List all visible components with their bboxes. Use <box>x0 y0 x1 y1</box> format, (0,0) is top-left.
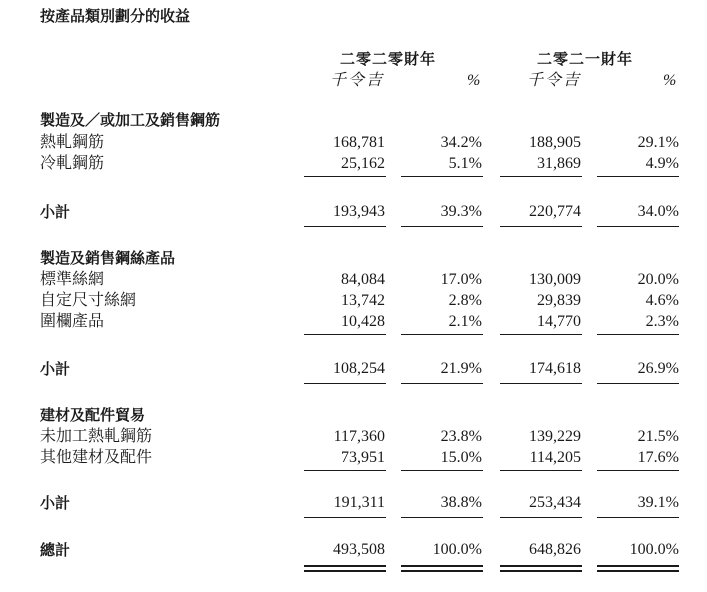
total-pct-2020: 100.0% <box>432 541 482 558</box>
row-pct-2020: 23.8% <box>440 428 482 445</box>
subtotal-pct-2021: 34.0% <box>637 203 679 220</box>
subtotal-pct-2021: 26.9% <box>637 360 679 377</box>
total-value-2021: 648,826 <box>529 541 581 558</box>
row-pct-2020: 2.1% <box>448 313 482 330</box>
subtotal-value-2021: 174,618 <box>529 360 581 377</box>
double-underline <box>304 570 386 572</box>
row-pct-2021: 4.9% <box>645 155 679 172</box>
divider <box>304 334 386 335</box>
subtotal-label: 小計 <box>40 494 71 512</box>
row-pct-2021: 29.1% <box>637 134 679 151</box>
divider <box>500 176 582 177</box>
row-pct-2020: 2.8% <box>448 292 482 309</box>
section-heading-wire: 製造及銷售鋼絲產品 <box>40 249 176 267</box>
row-label: 熱軋鋼筋 <box>40 134 105 151</box>
subtotal-pct-2020: 21.9% <box>440 360 482 377</box>
row-pct-2021: 4.6% <box>645 292 679 309</box>
section-heading-trading: 建材及配件貿易 <box>40 406 146 424</box>
row-pct-2021: 20.0% <box>637 271 679 288</box>
unit-header-2021: 千令吉 <box>527 72 582 89</box>
row-value-2021: 31,869 <box>537 155 581 172</box>
row-label: 圍欄產品 <box>40 313 105 330</box>
double-underline <box>304 565 386 567</box>
double-underline <box>401 565 483 567</box>
total-label: 總計 <box>40 541 71 559</box>
row-value-2020: 10,428 <box>341 313 385 330</box>
subtotal-pct-2020: 39.3% <box>440 203 482 220</box>
row-label: 冷軋鋼筋 <box>40 155 105 172</box>
row-value-2021: 14,770 <box>537 313 581 330</box>
double-underline <box>500 565 582 567</box>
pct-header-2020: % <box>467 72 481 89</box>
unit-header-2020: 千令吉 <box>330 72 385 89</box>
row-label: 標準絲網 <box>40 271 105 288</box>
year-2021-header: 二零二一財年 <box>537 50 634 68</box>
row-value-2021: 139,229 <box>529 428 581 445</box>
subtotal-value-2021: 220,774 <box>529 203 581 220</box>
divider <box>304 383 386 384</box>
row-value-2020: 25,162 <box>341 155 385 172</box>
row-value-2020: 73,951 <box>341 449 385 466</box>
divider <box>500 383 582 384</box>
divider <box>304 176 386 177</box>
divider <box>500 517 582 518</box>
row-value-2020: 117,360 <box>333 428 385 445</box>
subtotal-value-2020: 191,311 <box>333 494 385 511</box>
double-underline <box>597 570 679 572</box>
row-pct-2020: 34.2% <box>440 134 482 151</box>
divider <box>304 226 386 227</box>
row-pct-2020: 5.1% <box>448 155 482 172</box>
divider <box>597 334 679 335</box>
row-label: 自定尺寸絲網 <box>40 292 137 309</box>
divider <box>304 517 386 518</box>
divider <box>304 470 386 471</box>
row-value-2020: 168,781 <box>333 134 385 151</box>
subtotal-value-2020: 193,943 <box>333 203 385 220</box>
row-pct-2021: 2.3% <box>645 313 679 330</box>
row-pct-2020: 17.0% <box>440 271 482 288</box>
row-value-2021: 114,205 <box>529 449 581 466</box>
subtotal-pct-2020: 38.8% <box>440 494 482 511</box>
row-pct-2020: 15.0% <box>440 449 482 466</box>
double-underline <box>597 565 679 567</box>
divider <box>597 176 679 177</box>
pct-header-2021: % <box>663 72 677 89</box>
divider <box>597 226 679 227</box>
divider <box>401 176 483 177</box>
year-2020-header: 二零二零財年 <box>340 50 437 68</box>
subtotal-label: 小計 <box>40 360 71 378</box>
page-title: 按產品類別劃分的收益 <box>40 7 191 25</box>
subtotal-pct-2021: 39.1% <box>637 494 679 511</box>
row-value-2021: 130,009 <box>529 271 581 288</box>
total-value-2020: 493,508 <box>333 541 385 558</box>
divider <box>401 226 483 227</box>
divider <box>597 383 679 384</box>
divider <box>500 226 582 227</box>
row-value-2020: 13,742 <box>341 292 385 309</box>
row-pct-2021: 17.6% <box>637 449 679 466</box>
row-value-2020: 84,084 <box>341 271 385 288</box>
row-label: 未加工熱軋鋼筋 <box>40 428 153 445</box>
divider <box>401 334 483 335</box>
divider <box>401 470 483 471</box>
double-underline <box>500 570 582 572</box>
subtotal-label: 小計 <box>40 203 71 221</box>
divider <box>597 517 679 518</box>
row-value-2021: 29,839 <box>537 292 581 309</box>
divider <box>401 383 483 384</box>
section-heading-rebar: 製造及／或加工及銷售鋼筋 <box>40 111 221 129</box>
row-label: 其他建材及配件 <box>40 449 153 466</box>
divider <box>401 517 483 518</box>
row-value-2021: 188,905 <box>529 134 581 151</box>
double-underline <box>401 570 483 572</box>
divider <box>500 470 582 471</box>
row-pct-2021: 21.5% <box>637 428 679 445</box>
divider <box>500 334 582 335</box>
subtotal-value-2020: 108,254 <box>333 360 385 377</box>
subtotal-value-2021: 253,434 <box>529 494 581 511</box>
divider <box>597 470 679 471</box>
total-pct-2021: 100.0% <box>629 541 679 558</box>
